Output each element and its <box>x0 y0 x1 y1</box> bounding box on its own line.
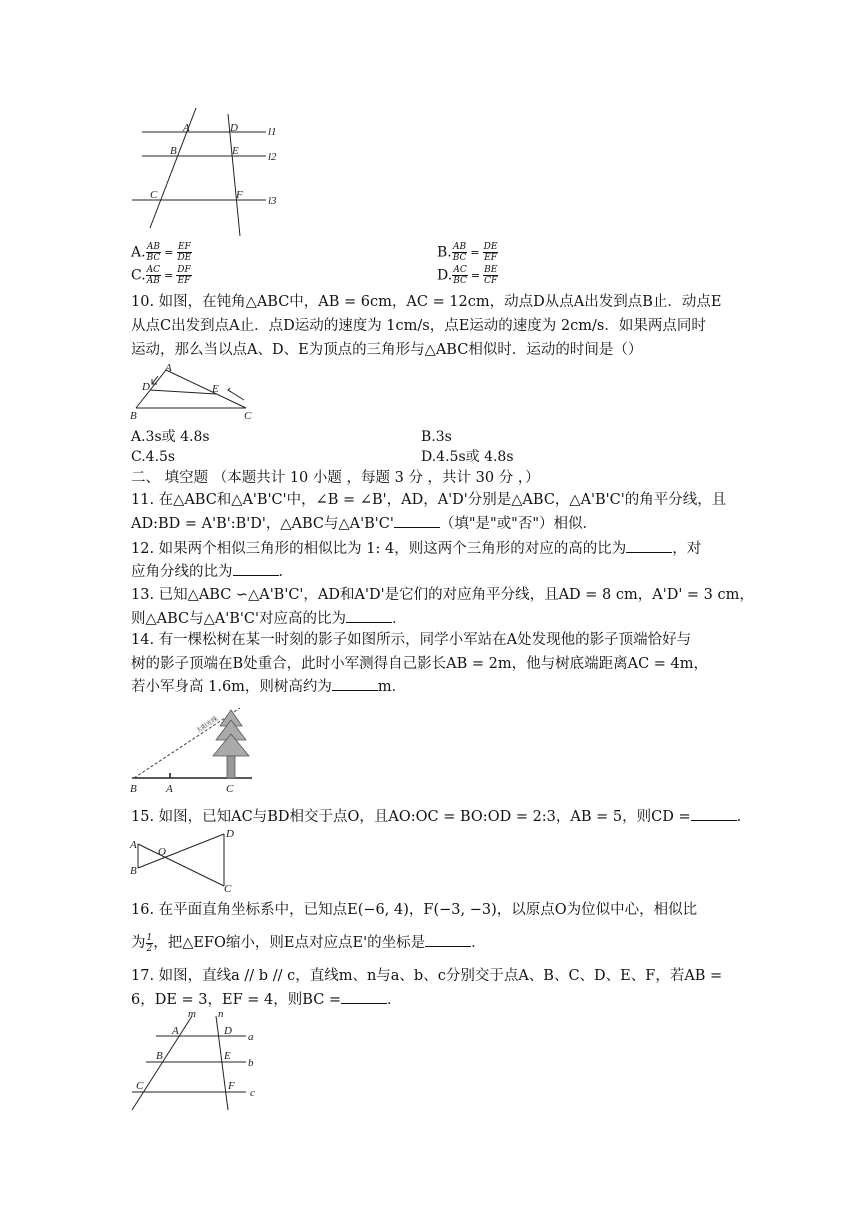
q14-line3 <box>131 677 406 697</box>
label-m: m <box>188 1010 196 1020</box>
q17-text-b: ． <box>387 992 402 1008</box>
q9-option-c: C. $\frac{AC}{AB}$ = $\frac{DF}{EF}$ <box>131 265 191 286</box>
q10-option-b: B.3s <box>421 429 452 445</box>
q10-option-a: A.3s或 4.8s <box>131 429 210 445</box>
label-l2: l2 <box>268 151 277 163</box>
q13-answer-blank[interactable] <box>346 609 392 623</box>
q9-option-a: A. $\frac{AB}{BC}$ = $\frac{EF}{DE}$ <box>131 242 192 263</box>
q10-line1: 10. 如图，在钝角△ABC中，AB = 6cm，AC = 12cm，动点D从点A出发到点B止．动点E <box>131 294 722 310</box>
q12-text-c: 应角分线的比为 <box>131 564 233 580</box>
label-A: A <box>183 122 190 134</box>
label-D: D <box>224 1025 232 1037</box>
label-B: B <box>130 783 137 795</box>
q12-text-b: ，对 <box>672 541 702 557</box>
label-n: n <box>218 1010 224 1020</box>
label-A: A <box>172 1025 179 1037</box>
q17-line1: 17. 如图，直线a // b // c，直线m、n与a、b、c分别交于点A、B、C、D、E、F，若AB = <box>131 968 723 984</box>
q10-option-d: D.4.5s或 4.8s <box>421 449 514 465</box>
label-B: B <box>130 410 137 420</box>
label-F: F <box>236 189 243 201</box>
section-heading-fill-in: 二、 填空题 （本题共计 10 小题 ，每题 3 分 ，共计 30 分 ，） <box>131 470 540 486</box>
q14-line2: 树的影子顶端在B处重合，此时小军测得自己影长AB = 2m，他与树底端距离AC = 4m， <box>131 656 709 672</box>
q17-line2 <box>131 990 402 1010</box>
q14-text-b: m． <box>377 679 407 695</box>
q11-text-b: （填"是"或"否"）相似． <box>439 516 598 532</box>
label-E: E <box>232 145 239 157</box>
label-O: O <box>158 846 166 858</box>
q11-line1: 11. 在△ABC和△A'B'C'中，∠B = ∠B'，AD，A'D'分别是△ABC，△A'B'C'的角平分线，且 <box>131 492 727 508</box>
q10-line2: 从点C出发到点A止．点D运动的速度为 1cm/s，点E运动的速度为 2cm/s．如果两点同时 <box>131 318 706 334</box>
label-D: D <box>226 828 234 840</box>
q17-text-a: 6，DE = 3，EF = 4，则BC = <box>131 992 342 1008</box>
light-label: 太阳光线 <box>195 716 220 735</box>
label-C: C <box>136 1080 144 1092</box>
label-C: C <box>226 783 234 795</box>
q12-text-d: ． <box>278 564 293 580</box>
q16-line1: 16. 在平面直角坐标系中，已知点E(−6, 4)，F(−3, −3)，以原点O为位似中心，相似比 <box>131 902 698 918</box>
q16-text-c: ． <box>471 935 486 951</box>
q11-line2 <box>131 514 597 534</box>
label-E: E <box>212 383 219 395</box>
label-C: C <box>224 883 232 892</box>
q13-text-a: 则△ABC与△A'B'C'对应高的比为 <box>131 611 346 627</box>
q12-answer-blank-2[interactable] <box>233 562 279 576</box>
q11-text-a: AD:BD = A'B':B'D'，△ABC与△A'B'C' <box>131 516 394 532</box>
q12-line1 <box>131 539 701 559</box>
q16-text-b: ，把△EFO缩小，则E点对应点E'的坐标是 <box>153 935 426 951</box>
label-F: F <box>228 1080 235 1092</box>
label-B: B <box>130 865 137 877</box>
figure-q10-triangle <box>128 362 258 420</box>
figure-q14-pine-tree-shadow <box>128 700 263 798</box>
label-B: B <box>170 145 177 157</box>
q15-line1 <box>131 807 751 827</box>
q10-option-c: C.4.5s <box>131 449 176 465</box>
q16-text-a: 为 <box>131 935 146 951</box>
q14-answer-blank[interactable] <box>332 677 378 691</box>
label-C: C <box>150 189 158 201</box>
label-A: A <box>165 362 172 374</box>
label-l3: l3 <box>268 195 277 207</box>
q13-line2 <box>131 609 406 629</box>
q9-option-b: B. $\frac{AB}{BC}$ = $\frac{DE}{EF}$ <box>437 242 498 263</box>
q12-answer-blank-1[interactable] <box>626 539 672 553</box>
q9-option-d: D. $\frac{AC}{BC}$ = $\frac{BE}{CF}$ <box>437 265 498 286</box>
label-B: B <box>156 1050 163 1062</box>
label-l1: l1 <box>268 126 277 138</box>
label-D: D <box>230 122 238 134</box>
figure-q15-bowtie <box>128 828 238 892</box>
label-A: A <box>166 783 173 795</box>
label-E: E <box>224 1050 231 1062</box>
q13-line1: 13. 已知△ABC ∽△A'B'C'，AD和A'D'是它们的对应角平分线，且AD = 8 cm，A'D' = 3 cm， <box>131 587 754 603</box>
q12-text-a: 12. 如果两个相似三角形的相似比为 1: 4，则这两个三角形的对应的高的比为 <box>131 541 627 557</box>
q15-text-b: ． <box>736 809 752 825</box>
label-C: C <box>244 410 252 420</box>
figure-q9-parallel-lines <box>128 100 288 240</box>
q10-line3: 运动，那么当以点A、D、E为顶点的三角形与△ABC相似时．运动的时间是（） <box>131 342 643 358</box>
q15-answer-blank[interactable] <box>691 807 737 821</box>
q16-answer-blank[interactable] <box>425 933 471 947</box>
label-a: a <box>248 1031 254 1043</box>
figure-q17-parallel-lines <box>128 1010 268 1114</box>
q11-answer-blank[interactable] <box>394 514 440 528</box>
q14-text-a: 若小军身高 1.6m，则树高约为 <box>131 679 332 695</box>
label-b: b <box>248 1057 254 1069</box>
label-c: c <box>250 1087 255 1099</box>
q13-text-b: ． <box>391 611 407 627</box>
q17-answer-blank[interactable] <box>341 990 387 1004</box>
q16-fraction: $\frac{1}{2}$ <box>146 932 153 954</box>
q15-text-a: 15. 如图，已知AC与BD相交于点O，且AO:OC = BO:OD = 2:3，AB = 5，则CD = <box>131 809 691 825</box>
q14-line1: 14. 有一棵松树在某一时刻的影子如图所示，同学小军站在A处发现他的影子顶端恰好与 <box>131 632 692 648</box>
label-D: D <box>142 381 150 393</box>
q12-line2 <box>131 562 293 582</box>
label-A: A <box>130 839 137 851</box>
q16-line2 <box>131 930 486 956</box>
